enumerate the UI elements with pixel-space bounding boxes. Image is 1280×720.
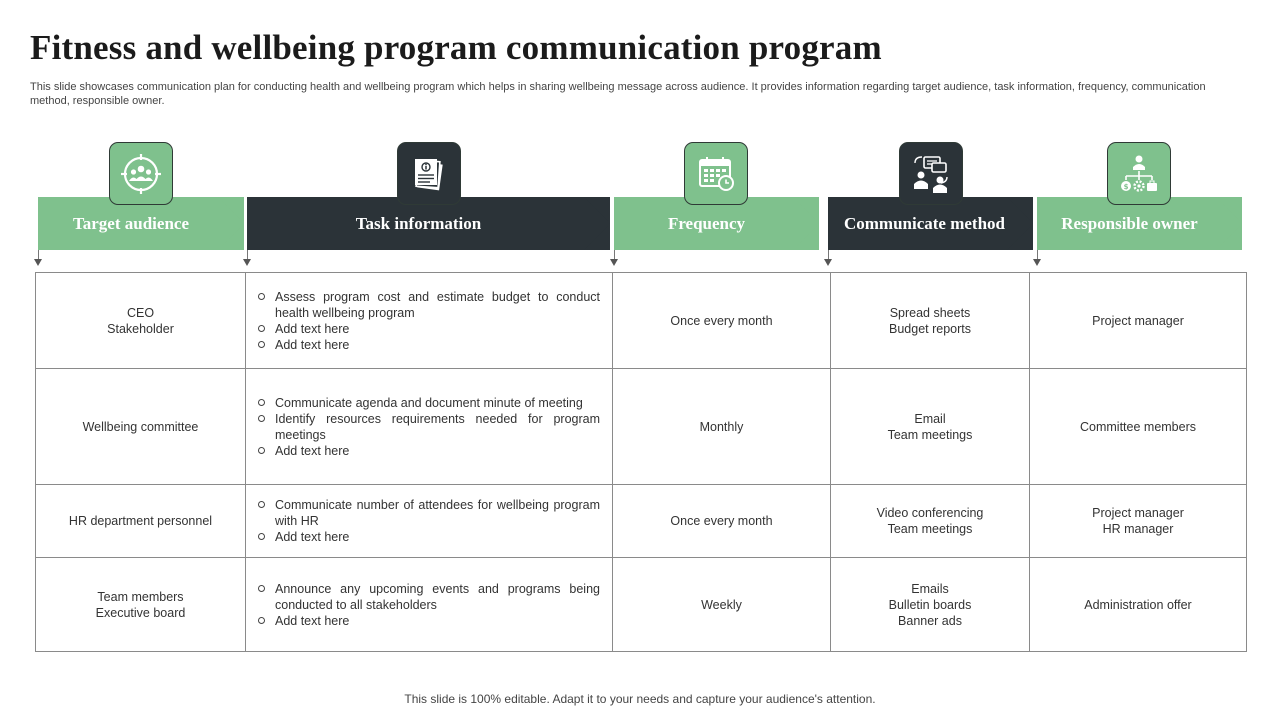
task-item: Assess program cost and estimate budget to conduct health wellbeing program bbox=[258, 289, 600, 321]
audience-cell: HR department personnel bbox=[36, 485, 246, 558]
team-target-icon bbox=[109, 142, 173, 205]
page-subtitle: This slide showcases communication plan for conducting health and wellbeing program which helps in sharing wellbeing message across audience. It provides information regarding target audience, task information, frequency, communication method, responsible owner. bbox=[30, 81, 1206, 107]
tasks-cell bbox=[246, 485, 613, 558]
page-title: Fitness and wellbeing program communication program bbox=[30, 28, 882, 67]
owner-cell: Administration offer bbox=[1030, 558, 1247, 652]
tasks-cell bbox=[246, 369, 613, 485]
frequency-cell: Monthly bbox=[613, 369, 831, 485]
tasks-cell bbox=[246, 558, 613, 652]
footer-note: This slide is 100% editable. Adapt it to your needs and capture your audience's attention. bbox=[404, 692, 876, 706]
pointer-marker bbox=[1033, 259, 1041, 266]
task-item: Announce any upcoming events and programs being conducted to all stakeholders bbox=[258, 581, 600, 613]
method-cell: Video conferencing Team meetings bbox=[831, 485, 1030, 558]
task-item: Identify resources requirements needed for program meetings bbox=[258, 411, 600, 443]
audience-cell: CEO Stakeholder bbox=[36, 273, 246, 369]
task-item: Add text here bbox=[258, 321, 600, 337]
column-headers bbox=[0, 140, 1280, 270]
frequency-cell: Once every month bbox=[613, 273, 831, 369]
header-label: Task information bbox=[355, 213, 482, 233]
task-item: Add text here bbox=[258, 529, 600, 545]
table-row bbox=[36, 273, 1247, 369]
owner-cell: Project manager bbox=[1030, 273, 1247, 369]
header-communicate-method bbox=[828, 140, 1033, 270]
pointer-marker bbox=[610, 259, 618, 266]
method-cell: Spread sheets Budget reports bbox=[831, 273, 1030, 369]
owner-cell: Committee members bbox=[1030, 369, 1247, 485]
header-task-information bbox=[247, 140, 610, 270]
pointer-marker bbox=[824, 259, 832, 266]
task-item: Communicate agenda and document minute of meeting bbox=[258, 395, 600, 411]
header-label: Frequency bbox=[667, 213, 746, 233]
document-info-icon bbox=[397, 142, 461, 205]
owner-cell: Project manager HR manager bbox=[1030, 485, 1247, 558]
method-cell: Emails Bulletin boards Banner ads bbox=[831, 558, 1030, 652]
header-frequency bbox=[614, 140, 819, 270]
header-label: Target audience bbox=[72, 213, 189, 233]
task-item: Add text here bbox=[258, 443, 600, 459]
pointer-marker bbox=[243, 259, 251, 266]
tasks-cell bbox=[246, 273, 613, 369]
task-item: Add text here bbox=[258, 337, 600, 353]
svg-text:$: $ bbox=[1123, 182, 1129, 191]
header-target-audience bbox=[38, 140, 244, 270]
task-item: Add text here bbox=[258, 613, 600, 629]
calendar-clock-icon bbox=[684, 142, 748, 205]
table-row bbox=[36, 369, 1247, 485]
org-chart-icon bbox=[1107, 142, 1171, 205]
people-chat-icon bbox=[899, 142, 963, 205]
header-label: Responsible owner bbox=[1061, 213, 1198, 233]
audience-cell: Team members Executive board bbox=[36, 558, 246, 652]
header-label: Communicate method bbox=[843, 213, 1005, 233]
pointer-marker bbox=[34, 259, 42, 266]
frequency-cell: Weekly bbox=[613, 558, 831, 652]
header-responsible-owner bbox=[1037, 140, 1242, 270]
task-item: Communicate number of attendees for wellbeing program with HR bbox=[258, 497, 600, 529]
table-row bbox=[36, 485, 1247, 558]
communication-table bbox=[35, 272, 1247, 652]
table-row bbox=[36, 558, 1247, 652]
frequency-cell: Once every month bbox=[613, 485, 831, 558]
audience-cell: Wellbeing committee bbox=[36, 369, 246, 485]
method-cell: Email Team meetings bbox=[831, 369, 1030, 485]
